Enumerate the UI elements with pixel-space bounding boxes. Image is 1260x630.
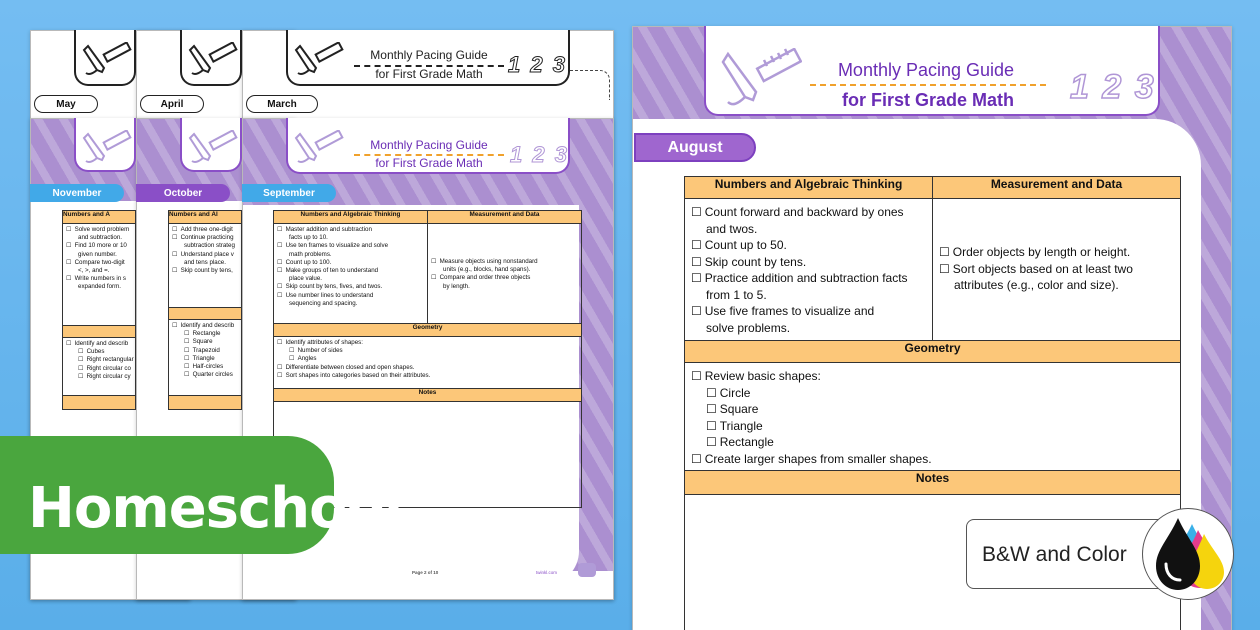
task-item[interactable]: ☐ Cubes xyxy=(66,348,132,356)
march-header xyxy=(286,30,570,86)
pencil-ruler-icon xyxy=(294,42,344,78)
pencil-ruler-icon xyxy=(82,130,132,166)
april-header xyxy=(180,30,242,86)
task-item[interactable]: ☐ Order objects by length or height. xyxy=(939,244,1174,261)
october-header xyxy=(180,118,242,172)
task-item[interactable]: ☐ Create larger shapes from smaller shapes. xyxy=(691,451,1174,468)
page-footer-site: twinkl.com xyxy=(536,570,558,575)
task-item[interactable]: ☐ Triangle xyxy=(691,418,1174,435)
task-item[interactable]: ☐ Skip count by tens, xyxy=(172,267,238,275)
task-item[interactable]: ☐ Right circular co xyxy=(66,365,132,373)
task-item[interactable]: ☐ Compare and order three objects xyxy=(431,274,578,282)
task-item[interactable]: ☐ Quarter circles xyxy=(172,371,238,379)
may-pill: May xyxy=(34,95,98,113)
header-title-line2: for First Grade Math xyxy=(354,154,504,170)
task-item[interactable]: ☐ Right rectangular xyxy=(66,356,132,364)
task-item[interactable]: ☐ Practice addition and subtraction facts xyxy=(691,270,926,287)
task-item[interactable]: ☐ Identify and describ xyxy=(66,340,132,348)
october-table xyxy=(168,210,242,410)
may-header xyxy=(74,30,136,86)
november-header xyxy=(74,118,136,172)
header-numbers: 1 2 3 xyxy=(508,52,567,77)
notes-header: Notes xyxy=(274,389,582,402)
task-item[interactable]: ☐ Count forward and backward by ones xyxy=(691,204,926,221)
pencil-ruler-icon xyxy=(188,42,238,78)
task-item[interactable]: ☐ Add three one-digit xyxy=(172,226,238,234)
task-item[interactable]: ☐ Count up to 100. xyxy=(277,259,424,267)
task-item[interactable]: ☐ Rectangle xyxy=(691,434,1174,451)
col-header-measurement: Measurement and Data xyxy=(428,211,582,224)
task-item[interactable]: ☐ Compare two-digit xyxy=(66,259,132,267)
april-pill: April xyxy=(140,95,204,113)
task-item[interactable]: ☐ Use ten frames to visualize and solve xyxy=(277,242,424,250)
geometry-header: Geometry xyxy=(685,341,1181,363)
task-item-cont: place value. xyxy=(289,275,323,283)
task-item[interactable]: ☐ Triangle xyxy=(172,355,238,363)
notes-header: Notes xyxy=(685,471,1181,495)
geometry-header: Geometry xyxy=(274,324,582,337)
task-item[interactable]: ☐ Write numbers in s xyxy=(66,275,132,283)
task-item[interactable]: ☐ Make groups of ten to understand xyxy=(277,267,424,275)
task-item-cont: by length. xyxy=(443,282,470,290)
task-item[interactable]: ☐ Circle xyxy=(691,385,1174,402)
col-header-numbers: Numbers and Algebraic Thinking xyxy=(685,177,933,199)
task-item-cont: solve problems. xyxy=(706,320,791,335)
ink-drops-badge xyxy=(1142,508,1234,600)
august-header xyxy=(704,26,1160,116)
august-pill: August xyxy=(634,133,756,162)
task-item[interactable]: ☐ Square xyxy=(172,338,238,346)
task-item-cont: expanded form. xyxy=(78,283,121,291)
header-numbers: 1 2 3 xyxy=(1070,68,1156,106)
header-title-line1: Monthly Pacing Guide xyxy=(370,48,488,62)
header-title-line1: Monthly Pacing Guide xyxy=(370,138,488,152)
task-item-cont: and twos. xyxy=(706,221,758,236)
march-dashed-line xyxy=(570,70,610,100)
task-item[interactable]: ☐ Master addition and subtraction xyxy=(277,226,424,234)
task-item[interactable]: ☐ Skip count by tens. xyxy=(691,254,926,271)
september-pill: September xyxy=(242,184,336,202)
col-header: Numbers and Al xyxy=(169,211,242,224)
twinkl-logo-icon xyxy=(578,563,596,577)
col-header-numbers: Numbers and Algebraic Thinking xyxy=(274,211,428,224)
task-item-cont: subtraction strateg xyxy=(184,242,235,250)
task-item[interactable]: ☐ Differentiate between closed and open shapes. xyxy=(277,364,578,372)
task-item[interactable]: ☐ Right circular cy xyxy=(66,373,132,381)
header-title-line2: for First Grade Math xyxy=(354,65,504,81)
task-item[interactable]: ☐ Identify attributes of shapes: xyxy=(277,339,578,347)
october-pill: October xyxy=(136,184,230,202)
col-header-measurement: Measurement and Data xyxy=(933,177,1181,199)
task-item[interactable]: ☐ Half-circles xyxy=(172,363,238,371)
task-item-cont: math problems. xyxy=(289,250,332,258)
task-item[interactable]: ☐ Review basic shapes: xyxy=(691,368,1174,385)
header-title-line1: Monthly Pacing Guide xyxy=(837,60,1015,80)
task-item[interactable]: ☐ Measure objects using nonstandard xyxy=(431,258,578,266)
header-numbers: 1 2 3 xyxy=(510,142,569,167)
task-item[interactable]: ☐ Angles xyxy=(277,355,578,363)
task-item[interactable]: ☐ Understand place v xyxy=(172,251,238,259)
november-pill: November xyxy=(30,184,124,202)
pencil-ruler-icon xyxy=(294,130,344,166)
task-item[interactable]: ☐ Continue practicing xyxy=(172,234,238,242)
task-item[interactable]: ☐ Use five frames to visualize and xyxy=(691,303,926,320)
pencil-ruler-icon xyxy=(720,48,802,110)
task-item-cont: and tens place. xyxy=(184,258,226,266)
header-title-line2: for First Grade Math xyxy=(810,84,1046,111)
task-item[interactable]: ☐ Skip count by tens, fives, and twos. xyxy=(277,283,424,291)
task-item[interactable]: ☐ Sort objects based on at least two xyxy=(939,261,1174,278)
task-item-cont: given number. xyxy=(78,250,117,258)
pencil-ruler-icon xyxy=(82,42,132,78)
task-item[interactable]: ☐ Identify and describ xyxy=(172,322,238,330)
task-item[interactable]: ☐ Rectangle xyxy=(172,330,238,338)
task-item-cont: facts up to 10. xyxy=(289,234,328,242)
col-header: Numbers and A xyxy=(63,211,136,224)
march-pill: March xyxy=(246,95,318,113)
task-item-cont: attributes (e.g., color and size). xyxy=(954,278,1119,292)
ink-drops-icon xyxy=(1142,508,1234,600)
bw-color-label: B&W and Color xyxy=(982,543,1127,566)
task-item[interactable]: ☐ Find 10 more or 10 xyxy=(66,242,132,250)
task-item[interactable]: ☐ Use number lines to understand xyxy=(277,292,424,300)
task-item[interactable]: ☐ Number of sides xyxy=(277,347,578,355)
september-header xyxy=(286,118,570,174)
task-item[interactable]: ☐ Count up to 50. xyxy=(691,237,926,254)
task-item-cont: sequencing and spacing. xyxy=(289,299,358,307)
task-item[interactable]: ☐ Trapezoid xyxy=(172,347,238,355)
task-item[interactable]: ☐ Square xyxy=(691,401,1174,418)
pencil-ruler-icon xyxy=(188,130,238,166)
task-item-cont: and subtraction. xyxy=(78,234,123,242)
task-item-cont: from 1 to 5. xyxy=(706,287,767,302)
task-item[interactable]: ☐ Sort shapes into categories based on their attributes. xyxy=(277,372,578,380)
task-item[interactable]: ☐ Solve word problem xyxy=(66,226,132,234)
homeschool-label: Homeschool xyxy=(28,476,403,541)
task-item-cont: <, >, and =. xyxy=(78,267,110,275)
november-table xyxy=(62,210,136,410)
task-item-cont: units (e.g., blocks, hand spans). xyxy=(443,266,531,274)
page-footer-number: Page 2 of 10 xyxy=(412,570,439,575)
